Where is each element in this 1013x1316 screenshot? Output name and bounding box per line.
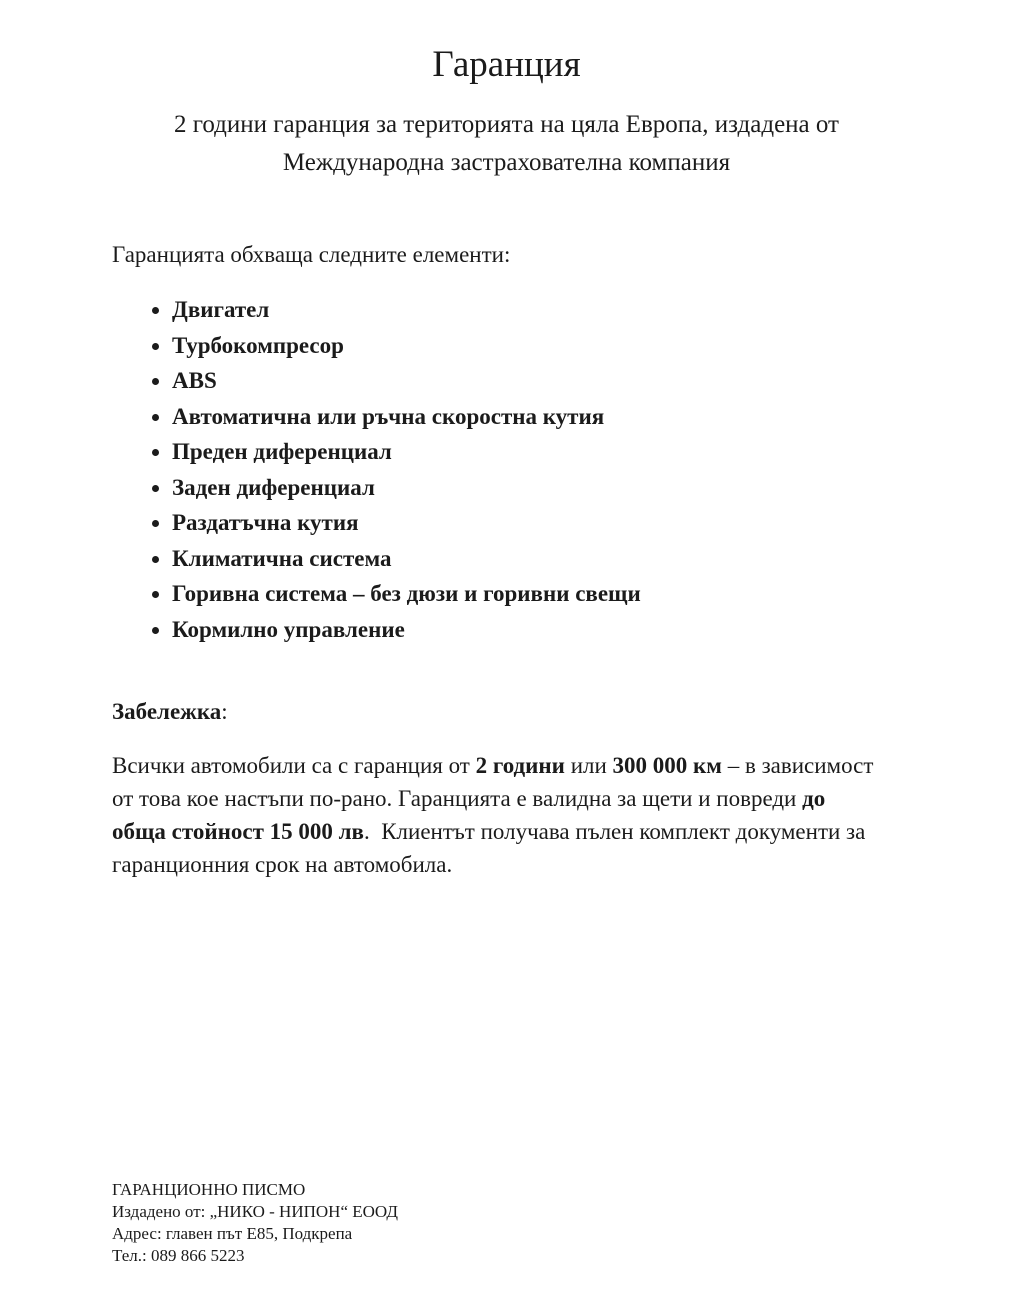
footer-line: Тел.: 089 866 5223 [112, 1246, 245, 1265]
note-heading-label: Забележка [112, 699, 222, 724]
coverage-item: • Двигател [172, 292, 884, 328]
document-title: Гаранция [432, 44, 581, 85]
coverage-intro: Гаранцията обхваща следните елементи: [112, 242, 511, 267]
coverage-item: • Автоматична или ръчна скоростна кутия [172, 399, 884, 435]
coverage-item: • Преден диференциал [172, 434, 884, 470]
note-heading-colon: : [221, 699, 228, 724]
coverage-item: • Кормилно управление [172, 612, 884, 648]
coverage-item: • ABS [172, 363, 884, 399]
coverage-list [112, 292, 884, 647]
document-body [112, 240, 884, 1267]
coverage-item: • Горивна система – без дюзи и горивни свещи [172, 576, 884, 612]
coverage-item: • Раздатъчна кутия [172, 505, 884, 541]
footer-line: Издадено от: „НИКО - НИПОН“ ЕООД [112, 1202, 398, 1221]
document-subtitle: 2 години гаранция за територията на цяла Европа, издадена от Международна застрахователна компания [173, 111, 839, 176]
coverage-item: • Заден диференциал [172, 470, 884, 506]
footer-block [112, 1179, 884, 1267]
footer-line: Адрес: главен път Е85, Подкрепа [112, 1224, 353, 1243]
note-paragraph: Всички автомобили са с гаранция от 2 години или 300 000 км – в зависимост от това кое настъпи по-рано. Гаранцията е валидна за щети и повреди до обща стойност 15 000 лв. Клиентът получава пълен комплект документи за гаранционния срок на автомобила. [112, 753, 880, 877]
footer-line: ГАРАНЦИОННО ПИСМО [112, 1180, 306, 1199]
note-heading [112, 697, 884, 727]
coverage-item: • Турбокомпресор [172, 328, 884, 364]
coverage-item: • Климатична система [172, 541, 884, 577]
